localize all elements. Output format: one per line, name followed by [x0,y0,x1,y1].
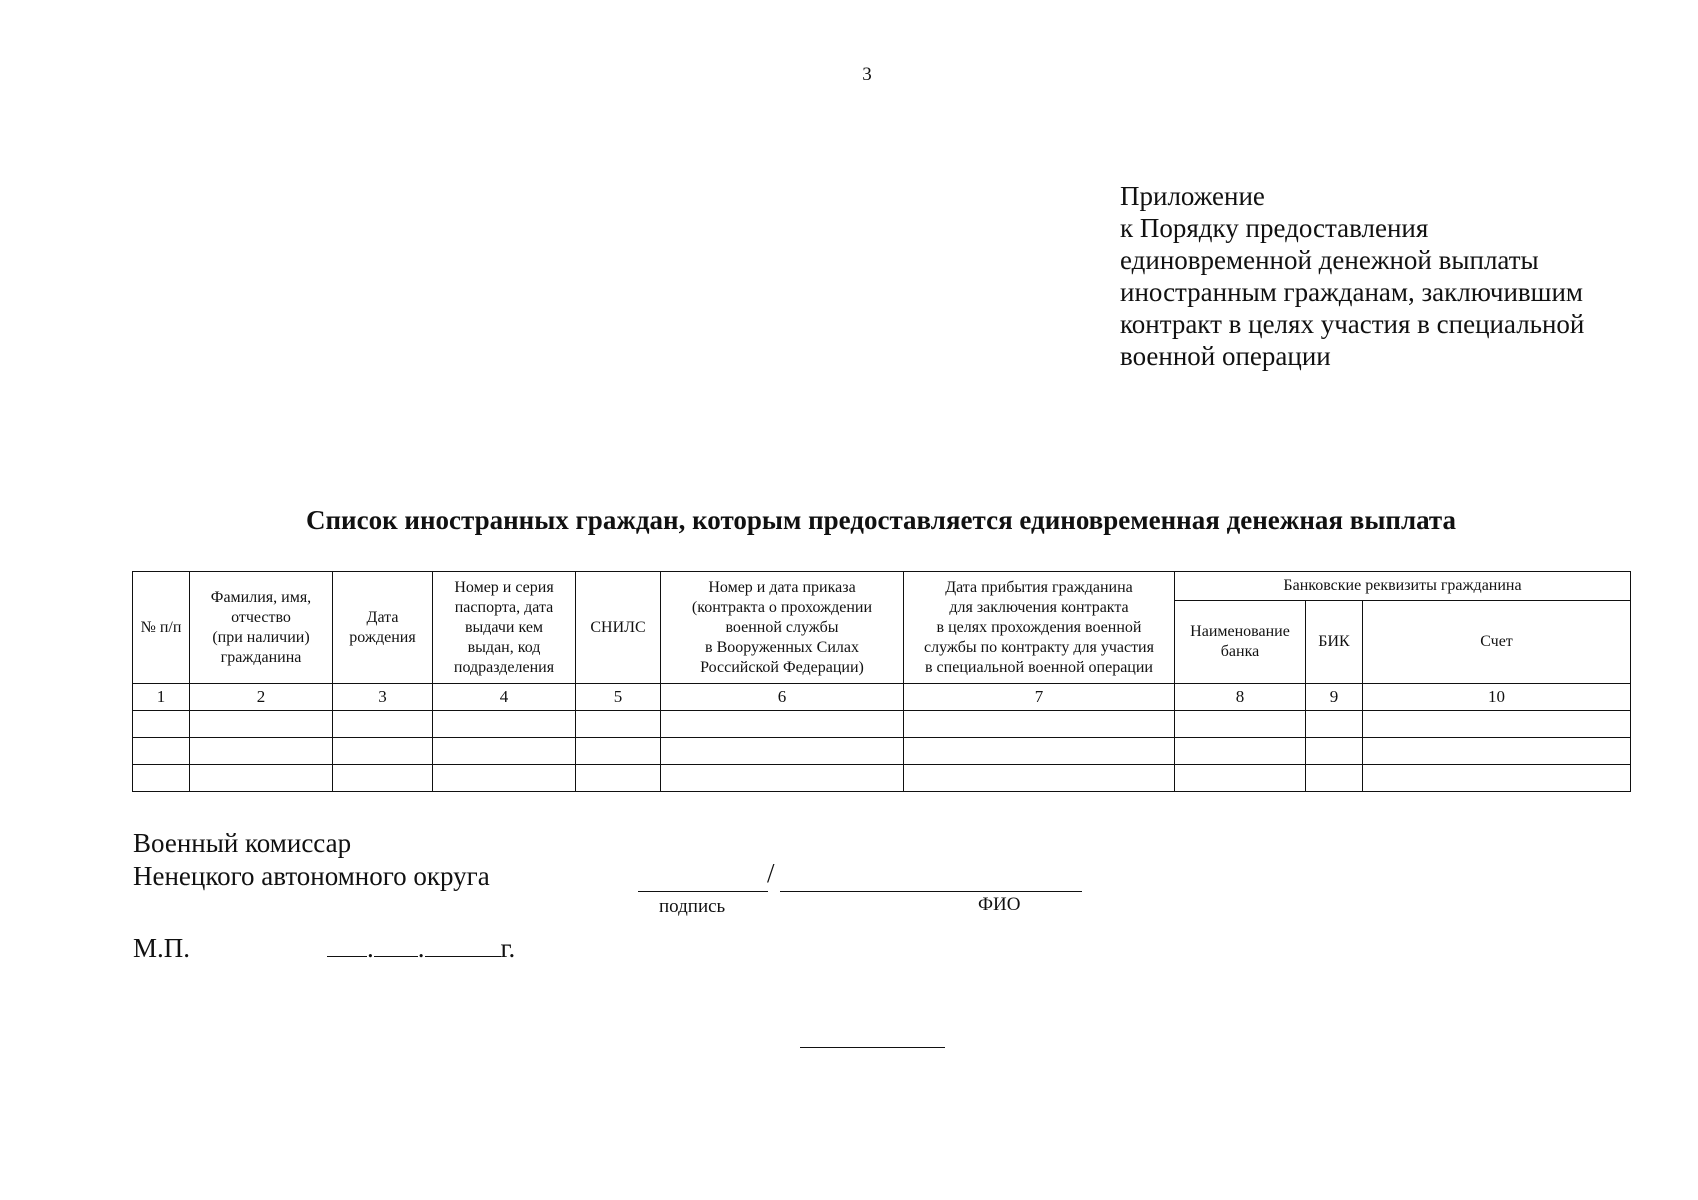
table-cell[interactable] [1306,765,1363,792]
table-cell[interactable] [1306,711,1363,738]
appendix-line: контракт в целях участия в специальной [1120,309,1585,339]
table-cell[interactable] [133,738,190,765]
header-birth-date: Дата рождения [333,572,433,684]
signature-slash: / [767,858,775,888]
fio-field[interactable] [780,891,1082,892]
table-row [133,711,1631,738]
table-cell[interactable] [333,711,433,738]
month-blank[interactable] [374,934,418,957]
header-snils: СНИЛС [576,572,661,684]
table-header-row [133,572,1631,601]
table-cell[interactable] [133,765,190,792]
header-bank-name: Наименование банка [1175,601,1306,684]
table-cell[interactable] [433,765,576,792]
document-title: Список иностранных граждан, которым предоставляется единовременная денежная выплата [305,505,1457,535]
page-number: 3 [862,64,872,85]
header-bik: БИК [1306,601,1363,684]
signature-field[interactable] [638,891,768,892]
table-cell[interactable] [333,765,433,792]
appendix-line: Приложение [1120,181,1265,211]
column-number: 6 [661,684,904,711]
table-cell[interactable] [133,711,190,738]
header-passport: Номер и серия паспорта, дата выдачи кем выдан, код подразделения [433,572,576,684]
column-number: 2 [190,684,333,711]
year-blank[interactable] [425,934,501,957]
header-arrival-date: Дата прибытия гражданина для заключения контракта в целях прохождения военной службы по контракту для участия в специальной военной операции [904,572,1175,684]
table-cell[interactable] [904,711,1175,738]
column-number: 7 [904,684,1175,711]
appendix-line: к Порядку предоставления [1120,213,1429,243]
table-cell[interactable] [433,711,576,738]
table-cell[interactable] [1363,765,1631,792]
date-separator: . [417,933,425,963]
citizens-table [132,571,1631,792]
table-cell[interactable] [190,711,333,738]
column-number: 5 [576,684,661,711]
header-order: Номер и дата приказа (контракта о прохождении военной службы в Вооруженных Силах Российской Федерации) [661,572,904,684]
table-cell[interactable] [576,711,661,738]
table-cell[interactable] [1363,738,1631,765]
signature-caption: подпись [659,896,726,917]
appendix-line: военной операции [1120,341,1331,371]
column-number: 9 [1306,684,1363,711]
table-row [133,738,1631,765]
table-cell[interactable] [904,765,1175,792]
table-cell[interactable] [190,738,333,765]
header-fio: Фамилия, имя, отчество (при наличии) гражданина [190,572,333,684]
fio-caption: ФИО [978,894,1021,915]
end-divider [800,1047,945,1048]
table-cell[interactable] [904,738,1175,765]
header-num: № п/п [133,572,190,684]
column-number: 8 [1175,684,1306,711]
table-cell[interactable] [1175,765,1306,792]
table-cell[interactable] [1363,711,1631,738]
table-cell[interactable] [1306,738,1363,765]
appendix-block [1120,180,1584,372]
position-line: Ненецкого автономного округа [133,861,490,891]
table-cell[interactable] [576,765,661,792]
table-cell[interactable] [1175,711,1306,738]
table-cell[interactable] [661,738,904,765]
table-cell[interactable] [333,738,433,765]
appendix-line: иностранным гражданам, заключившим [1120,277,1583,307]
stamp-mark: М.П. [133,933,191,963]
year-suffix: г. [500,933,516,963]
appendix-line: единовременной денежной выплаты [1120,245,1539,275]
column-number: 3 [333,684,433,711]
position-line: Военный комиссар [133,828,352,858]
day-blank[interactable] [327,934,367,957]
table-row [133,765,1631,792]
table-cell[interactable] [661,765,904,792]
column-number: 1 [133,684,190,711]
date-separator: . [367,933,374,963]
header-bank-details: Банковские реквизиты гражданина [1175,572,1631,601]
column-number: 4 [433,684,576,711]
table-cell[interactable] [661,711,904,738]
column-number-row [133,684,1631,711]
signatory-position [133,827,490,893]
column-number: 10 [1363,684,1631,711]
table-cell[interactable] [1175,738,1306,765]
table-cell[interactable] [190,765,333,792]
table-cell[interactable] [433,738,576,765]
table-cell[interactable] [576,738,661,765]
date-field [327,933,515,964]
header-account: Счет [1363,601,1631,684]
